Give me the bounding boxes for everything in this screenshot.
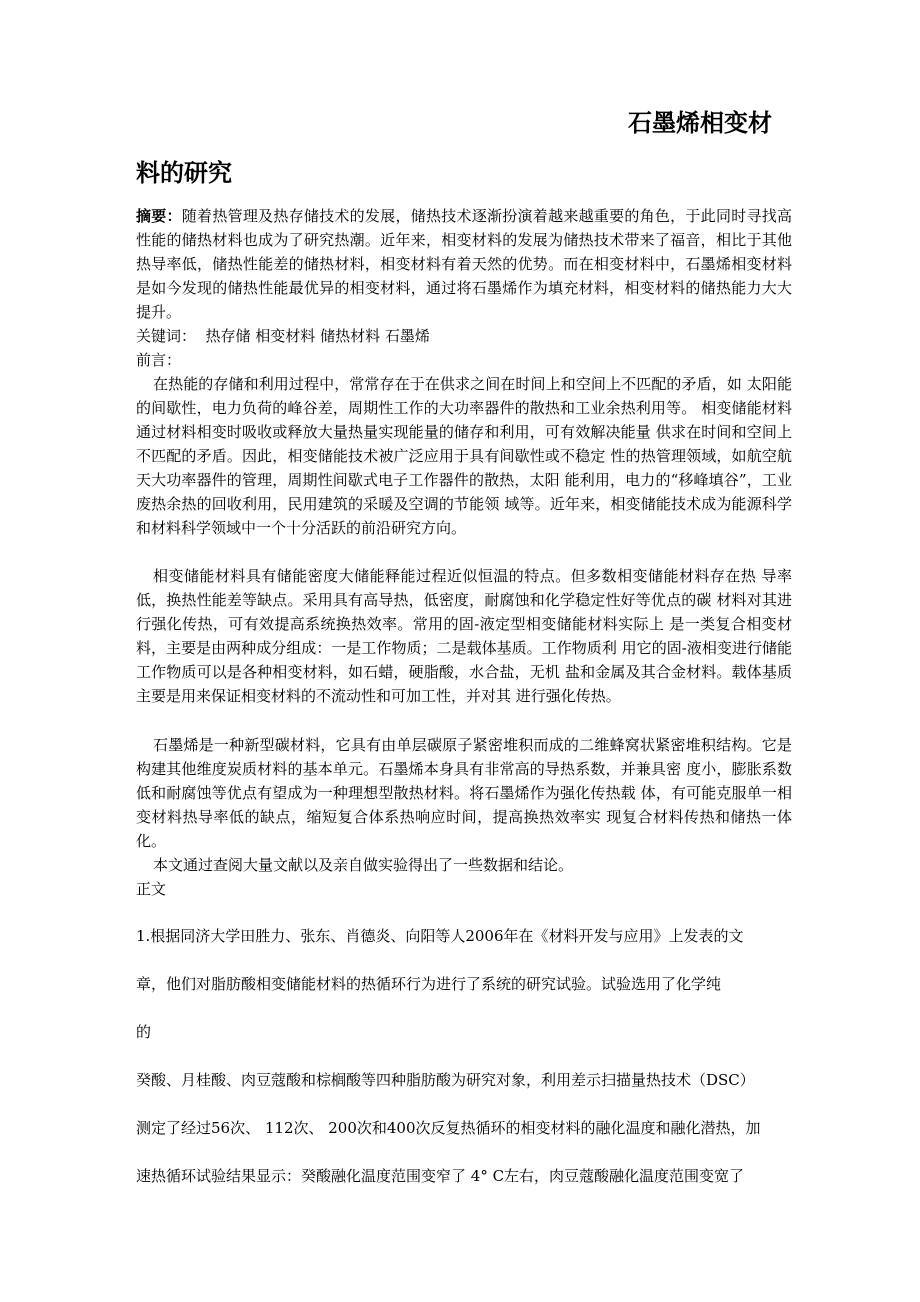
document-title-line-1: 石墨烯相变材 xyxy=(628,109,772,137)
body-label: 正文 xyxy=(136,880,167,898)
section-1-line: 1.根据同济大学田胜力、张东、肖德炎、向阳等人2006年在《材料开发与应用》上发表的文 xyxy=(136,927,744,945)
section-1-line: 的 xyxy=(136,1023,152,1041)
keywords: 关键词： 热存储 相变材料 储热材料 石墨烯 xyxy=(136,327,430,345)
preface-paragraph-1: 在热能的存储和利用过程中，常常存在于在供求之间在时间上和空间上不匹配的矛盾，如 太阳能的间歇性，电力负荷的峰谷差，周期性工作的大功率器件的散热和工业余热利用等。 相变储能材料通过材料相变时吸收或释放大量热量实现能量的储存和利用，可有效解决能量 供求在时间和空间上不匹配的矛盾。因此，相变储能技术被广泛应用于具有间歇性或不稳定 性的热管理领域，如航空航天大功率器件的管理，周期性间歇式电子工作器件的散热，太阳 能利用，电力的“移峰填谷”，工业废热余热的回收利用，民用建筑的采暖及空调的节能领 域等。近年来，相变储能技术成为能源科学和材料科学领域中一个十分活跃的前沿研究方向。 xyxy=(136,375,792,537)
preface-paragraph-2: 相变储能材料具有储能密度大储能释能过程近似恒温的特点。但多数相变储能材料存在热 导率低，换热性能差等缺点。采用具有高导热，低密度，耐腐蚀和化学稳定性好等优点的碳 材料对其进行强化传热，可有效提高系统换热效率。常用的固-液定型相变储能材料实际上 是一类复合相变材料，主要是由两种成分组成：一是工作物质；二是载体基质。工作物质利 用它的固-液相变进行储能工作物质可以是各种相变材料，如石蜡，硬脂酸，水合盐，无机 盐和金属及其合金材料。载体基质主要是用来保证相变材料的不流动性和可加工性，并对其 进行强化传热。 xyxy=(136,567,792,705)
section-1-line: 章，他们对脂肪酸相变储能材料的热循环行为进行了系统的研究试验。试验选用了化学纯 xyxy=(136,975,722,993)
abstract xyxy=(136,204,792,324)
section-1-line: 癸酸、月桂酸、肉豆蔻酸和棕榈酸等四种脂肪酸为研究对象，利用差示扫描量热技术（DSC） xyxy=(136,1071,755,1089)
abstract-text: 随着热管理及热存储技术的发展，储热技术逐渐扮演着越来越重要的角色，于此同时寻找高性能的储热材料也成为了研究热潮。近年来，相变材料的发展为储热技术带来了福音，相比于其他热导率低，储热性能差的储热材料，相变材料有着天然的优势。而在相变材料中，石墨烯相变材料是如今发现的储热性能最优异的相变材料，通过将石墨烯作为填充材料，相变材料的储热能力大大提升。 xyxy=(136,207,792,321)
document-title-line-2: 料的研究 xyxy=(136,159,232,187)
preface-label: 前言： xyxy=(136,351,182,369)
preface-paragraph-4: 本文通过查阅大量文献以及亲自做实验得出了一些数据和结论。 xyxy=(153,856,574,874)
section-1-line: 测定了经过56次、 112次、 200次和400次反复热循环的相变材料的融化温度和融化潜热，加 xyxy=(136,1119,761,1137)
section-1-line: 速热循环试验结果显示：癸酸融化温度范围变窄了 4° C左右，肉豆蔻酸融化温度范围变宽了 xyxy=(136,1167,745,1185)
preface-paragraph-3: 石墨烯是一种新型碳材料，它具有由单层碳原子紧密堆积而成的二维蜂窝状紧密堆积结构。它是构建其他维度炭质材料的基本单元。石墨烯本身具有非常高的导热系数，并兼具密 度小，膨胀系数低和耐腐蚀等优点有望成为一种理想型散热材料。将石墨烯作为强化传热载 体，有可能克服单一相变材料热导率低的缺点，缩短复合体系热响应时间，提高换热效率实 现复合材料传热和储热一体化。 xyxy=(136,736,792,850)
abstract-label: 摘要： xyxy=(136,207,182,225)
